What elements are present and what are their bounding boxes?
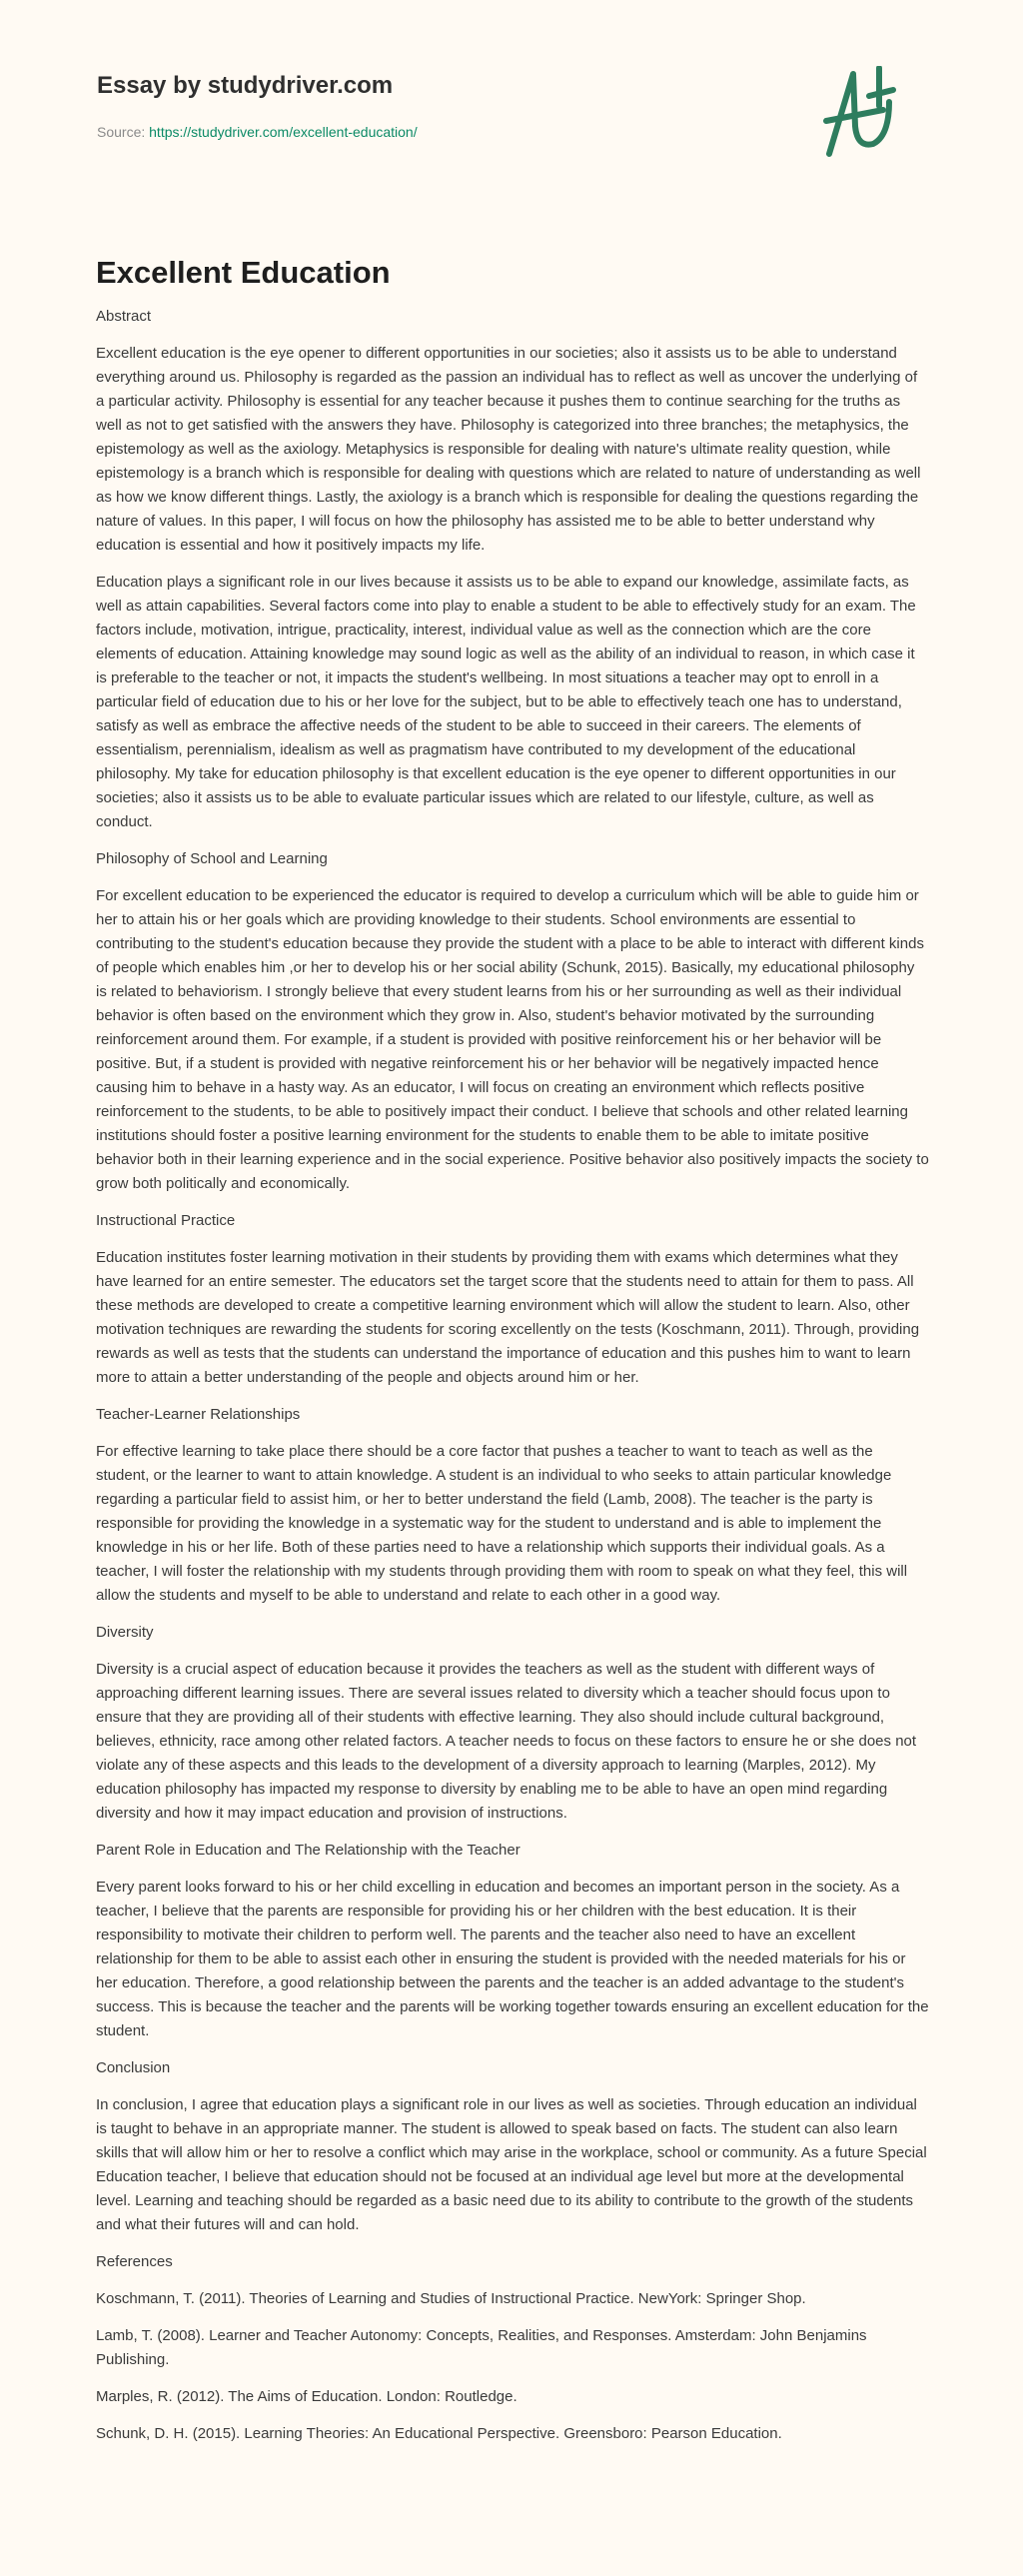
- section-heading: Conclusion: [96, 2059, 171, 2076]
- section-heading: Teacher-Learner Relationships: [96, 1406, 301, 1423]
- reference-entry: Schunk, D. H. (2015). Learning Theories: An Educational Perspective. Greensboro: Pearson Education.: [96, 2425, 782, 2442]
- essay-content: [0, 255, 1023, 2446]
- section-heading: Abstract: [96, 308, 152, 325]
- paragraph: For excellent education to be experienced the educator is required to develop a curriculum which will be able to guide him or her to attain his or her goals which are providing knowledge to their students. School environments are essential to contributing to the student's education because they provide the student with a place to be able to interact with different kinds of people which enables him ,or her to develop his or her social ability (Schunk, 2015). Basically, my educational philosophy is related to behaviorism. I strongly believe that every student learns from his or her surrounding as well as their individual behavior is often based on the environment which they grow in. Also, student's behavior motivated by the surrounding reinforcement around them. For example, if a student is provided with positive reinforcement his or her behavior will be positive. But, if a student is provided with negative reinforcement his or her behavior will be negatively impacted hence causing him to behave in a hasty way. As an educator, I will focus on creating an environment which reflects positive reinforcement to the students, to be able to positively impact their conduct. I believe that schools and other related learning institutions should foster a positive learning environment for the students to enable them to be able to imitate positive behavior both in their learning experience and in the social experience. Positive behavior also positively impacts the society to grow both politically and economically.: [96, 887, 929, 1192]
- paragraph: For effective learning to take place there should be a core factor that pushes a teacher to want to teach as well as the student, or the learner to want to attain knowledge. A student is an individual to who seeks to attain particular knowledge regarding a particular field to assist him, or her to better understand the field (Lamb, 2008). The teacher is the party is responsible for providing the knowledge in a systematic way for the student to understand and is able to implement the knowledge in his or her life. Both of these parties need to have a relationship which supports their individual goals. As a teacher, I will foster the relationship with my students through providing them with room to speak on what they feel, this will allow the students and myself to be able to understand and relate to each other in a good way.: [96, 1443, 908, 1604]
- paragraph: In conclusion, I agree that education plays a significant role in our lives as well as societies. Through education an individual is taught to behave in an appropriate manner. The student is allowed to speak based on facts. The student can also learn skills that will allow him or her to resolve a conflict which may arise in the workplace, school or community. As a future Special Education teacher, I believe that education should not be focused at an individual age level but more at the developmental level. Learning and teaching should be regarded as a basic need due to its ability to contribute to the growth of the students and what their futures will and can hold.: [96, 2096, 927, 2233]
- paragraph: Education institutes foster learning motivation in their students by providing them with exams which determines what they have learned for an entire semester. The educators set the target score that the students need to attain for them to pass. All these methods are developed to create a competitive learning environment which will allow the student to learn. Also, other motivation techniques are rewarding the students for scoring excellently on the tests (Koschmann, 2011). Through, providing rewards as well as tests that the students can understand the importance of education and this pushes him to want to learn more to attain a better understanding of the people and objects around him or her.: [96, 1249, 920, 1386]
- section-heading: References: [96, 2253, 173, 2270]
- paragraph: Excellent education is the eye opener to different opportunities in our societies; also it assists us to be able to understand everything around us. Philosophy is regarded as the passion an individual has to reflect as well as uncover the underlying of a particular activity. Philosophy is essential for any teacher because it pushes them to continue searching for the truths as well as not to get satisfied with the answers they have. Philosophy is categorized into three branches; the metaphysics, the epistemology as well as the axiology. Metaphysics is responsible for dealing with nature's ultimate reality question, while epistemology is a branch which is responsible for dealing with questions which are related to nature of understanding as well as how we know different things. Lastly, the axiology is a branch which is responsible for dealing the questions regarding the nature of values. In this paper, I will focus on how the philosophy has assisted me to be able to better understand why education is essential and how it positively impacts my life.: [96, 345, 921, 554]
- paragraph: Education plays a significant role in our lives because it assists us to be able to expand our knowledge, assimilate facts, as well as attain capabilities. Several factors come into play to enable a student to be able to effectively study for an exam. The factors include, motivation, intrigue, practicality, interest, individual value as well as the connection which are the core elements of education. Attaining knowledge may sound logic as well as the ability of an individual to reason, in which case it is preferable to the teacher or not, it impacts the student's wellbeing. In most situations a teacher may opt to enroll in a particular field of education due to his or her love for the subject, but to be able to effectively teach one has to understand, satisfy as well as embrace the affective needs of the student to be able to succeed in their careers. The elements of essentialism, perennialism, idealism as well as pragmatism have contributed to my development of the educational philosophy. My take for education philosophy is that excellent education is the eye opener to different opportunities in our societies; also it assists us to be able to evaluate particular issues which are related to our lifestyle, culture, as well as conduct.: [96, 574, 916, 830]
- source-label: Source:: [97, 124, 146, 140]
- section-heading: Diversity: [96, 1624, 154, 1641]
- paragraph: Every parent looks forward to his or her child excelling in education and becomes an important person in the society. As a teacher, I believe that the parents are responsible for providing his or her children with the best education. It is their responsibility to motivate their children to perform well. The parents and the teacher also need to have an excellent relationship for them to be able to assist each other in ensuring the student is provided with the needed materials for his or her education. Therefore, a good relationship between the parents and the teacher is an added advantage to the student's success. This is because the teacher and the parents will be working together towards ensuring an excellent education for the student.: [96, 1879, 929, 2039]
- a-plus-logo-icon: [821, 66, 931, 166]
- site-title: Essay by studydriver.com: [97, 72, 394, 99]
- section-heading: Instructional Practice: [96, 1212, 236, 1229]
- source-line: [97, 124, 418, 140]
- essay-title: Excellent Education: [96, 255, 391, 290]
- source-link[interactable]: https://studydriver.com/excellent-education/: [149, 124, 418, 140]
- reference-entry: Koschmann, T. (2011). Theories of Learning and Studies of Instructional Practice. NewYork: Springer Shop.: [96, 2290, 806, 2307]
- essay-body: [96, 305, 929, 2446]
- page-header: [0, 0, 1023, 230]
- section-heading: Philosophy of School and Learning: [96, 850, 328, 867]
- reference-entry: Lamb, T. (2008). Learner and Teacher Autonomy: Concepts, Realities, and Responses. Amsterdam: John Benjamins Publishing.: [96, 2327, 867, 2368]
- section-heading: Parent Role in Education and The Relationship with the Teacher: [96, 1842, 520, 1859]
- paragraph: Diversity is a crucial aspect of education because it provides the teachers as well as the student with different ways of approaching different learning issues. There are several issues related to diversity which a teacher should focus upon to ensure that they are providing all of their students with effective learning. They also should include cultural background, believes, ethnicity, race among other related factors. A teacher needs to focus on these factors to ensure he or she does not violate any of these aspects and this leads to the development of a diversity approach to learning (Marples, 2012). My education philosophy has impacted my response to diversity by enabling me to be able to have an open mind regarding diversity and how it may impact education and provision of instructions.: [96, 1661, 917, 1822]
- reference-entry: Marples, R. (2012). The Aims of Education. London: Routledge.: [96, 2388, 517, 2405]
